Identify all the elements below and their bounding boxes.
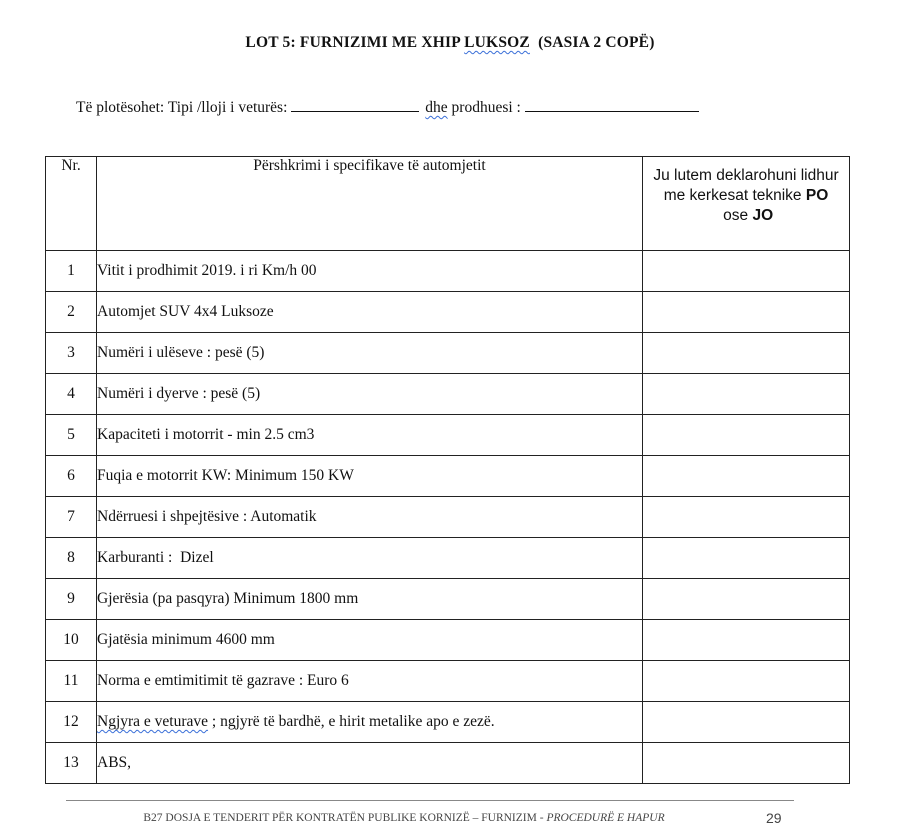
row-answer-cell[interactable] (643, 456, 850, 497)
row-answer-cell[interactable] (643, 415, 850, 456)
header-ose: ose (718, 207, 753, 224)
row-number: 5 (46, 415, 97, 456)
row-answer-cell[interactable] (643, 251, 850, 292)
row-number: 9 (46, 579, 97, 620)
header-description: Përshkrimi i specifikave të automjetit (97, 157, 643, 251)
footer-divider (66, 800, 794, 801)
row-description: Gjerësia (pa pasqyra) Minimum 1800 mm (97, 579, 643, 620)
table-row (46, 374, 850, 415)
table-row (46, 702, 850, 743)
row-description: Fuqia e motorrit KW: Minimum 150 KW (97, 456, 643, 497)
document-title (0, 34, 900, 52)
row-description: Gjatësia minimum 4600 mm (97, 620, 643, 661)
table-row (46, 333, 850, 374)
row-answer-cell[interactable] (643, 579, 850, 620)
fill-label-and: dhe (425, 99, 448, 116)
row-answer-cell[interactable] (643, 702, 850, 743)
row-description: Numëri i dyerve : pesë (5) (97, 374, 643, 415)
header-po: PO (805, 187, 829, 204)
table-header-row (46, 157, 850, 251)
row-answer-cell[interactable] (643, 333, 850, 374)
row-description: Automjet SUV 4x4 Luksoze (97, 292, 643, 333)
row-number: 10 (46, 620, 97, 661)
row-description: Kapaciteti i motorrit - min 2.5 cm3 (97, 415, 643, 456)
specifications-table (45, 156, 850, 784)
title-suffix: (SASIA 2 COPË) (529, 34, 655, 51)
title-prefix: LOT 5: FURNIZIMI ME XHIP (245, 34, 465, 51)
table-row (46, 497, 850, 538)
row-description: Norma e emtimitimit të gazrave : Euro 6 (97, 661, 643, 702)
row-number: 13 (46, 743, 97, 784)
row-number: 8 (46, 538, 97, 579)
header-declaration-text: Ju lutem deklarohuni lidhur me kerkesat teknike (653, 167, 839, 204)
table-row (46, 620, 850, 661)
footer-text (84, 810, 724, 826)
table-row (46, 743, 850, 784)
row-answer-cell[interactable] (643, 661, 850, 702)
row-number: 12 (46, 702, 97, 743)
header-nr: Nr. (46, 157, 97, 251)
row-number: 3 (46, 333, 97, 374)
row-description: ABS, (97, 743, 643, 784)
row-description (97, 702, 643, 743)
page-number: 29 (766, 810, 782, 826)
row-description-rest: ; ngjyrë të bardhë, e hirit metalike apo e zezë. (208, 713, 495, 730)
footer-italic: PROCEDURË E HAPUR (546, 812, 665, 824)
header-declaration (643, 157, 850, 251)
row-answer-cell[interactable] (643, 620, 850, 661)
table-row (46, 292, 850, 333)
vehicle-type-fill-line (76, 97, 699, 117)
row-answer-cell[interactable] (643, 538, 850, 579)
footer-main: B27 DOSJA E TENDERIT PËR KONTRATËN PUBLIKE KORNIZË – FURNIZIM - (143, 812, 547, 824)
row-answer-cell[interactable] (643, 743, 850, 784)
row-number: 4 (46, 374, 97, 415)
table-row (46, 538, 850, 579)
table-row (46, 661, 850, 702)
header-jo: JO (752, 207, 774, 224)
row-answer-cell[interactable] (643, 374, 850, 415)
vehicle-type-blank[interactable] (291, 97, 419, 112)
row-description-underlined: Ngjyra e veturave (97, 713, 209, 730)
row-answer-cell[interactable] (643, 292, 850, 333)
row-description: Karburanti : Dizel (97, 538, 643, 579)
row-number: 1 (46, 251, 97, 292)
row-number: 11 (46, 661, 97, 702)
table-row (46, 251, 850, 292)
producer-blank[interactable] (525, 97, 699, 112)
fill-label-producer: prodhuesi : (447, 99, 521, 116)
table-row (46, 579, 850, 620)
row-number: 2 (46, 292, 97, 333)
row-number: 7 (46, 497, 97, 538)
row-description: Ndërruesi i shpejtësive : Automatik (97, 497, 643, 538)
row-description: Vitit i prodhimit 2019. i ri Km/h 00 (97, 251, 643, 292)
table-row (46, 415, 850, 456)
table-row (46, 456, 850, 497)
fill-label-type: Të plotësohet: Tipi /lloji i veturës: (76, 99, 288, 116)
row-number: 6 (46, 456, 97, 497)
title-underlined-word: LUKSOZ (464, 34, 530, 51)
row-description: Numëri i ulëseve : pesë (5) (97, 333, 643, 374)
row-answer-cell[interactable] (643, 497, 850, 538)
